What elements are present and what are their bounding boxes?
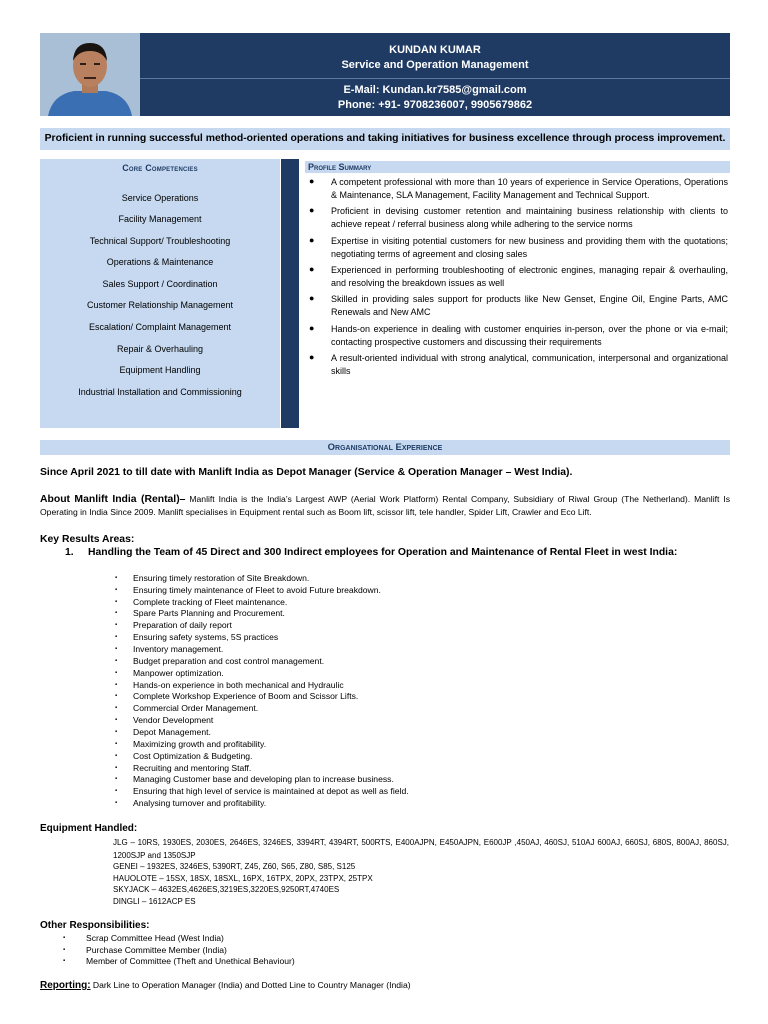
square-bullet-icon: ▪ bbox=[115, 646, 118, 652]
equipment-jlg: JLG – 10RS, 1930ES, 2030ES, 2646ES, 3246ES, 3394RT, 4394RT, 500RTS, E400AJPN, E450AJPN, E600JP ,450AJ, 460SJ, 510AJ 600AJ, 660SJ, 680S, 800AJ, 860SJ, 1200SJP and 1350SJP bbox=[113, 838, 729, 860]
profile-summary-item: A result-oriented individual with strong analytical, communication, interpersonal and organizational skills bbox=[331, 353, 728, 376]
square-bullet-icon: ▪ bbox=[63, 947, 66, 953]
profile-photo bbox=[40, 33, 140, 116]
square-bullet-icon: ▪ bbox=[115, 800, 118, 806]
kra-item: Spare Parts Planning and Procurement. bbox=[133, 608, 285, 618]
kra-title: Key Results Areas: bbox=[40, 534, 135, 545]
profile-summary-item: Expertise in visiting potential customers for new business and providing them with the quotations; negotiating terms of agreement and closing sales bbox=[331, 236, 728, 259]
kra-item: Vendor Development bbox=[133, 715, 214, 725]
square-bullet-icon: ▪ bbox=[63, 935, 66, 941]
phone-line: Phone: +91- 9708236007, 9905679862 bbox=[337, 99, 533, 111]
square-bullet-icon: ▪ bbox=[115, 575, 118, 581]
square-bullet-icon: ▪ bbox=[115, 765, 118, 771]
kra-item: Manpower optimization. bbox=[133, 668, 224, 678]
responsibility-item: Scrap Committee Head (West India) bbox=[86, 933, 224, 943]
kra-item: Ensuring that high level of service is maintained at depot as well as field. bbox=[133, 786, 409, 796]
candidate-role: Service and Operation Management bbox=[341, 59, 529, 71]
equipment-line: HAUOLOTE – 15SX, 18SX, 18SXL, 16PX, 16TPX, 20PX, 23TPX, 25TPX bbox=[113, 874, 373, 883]
bullet-icon: ● bbox=[309, 264, 315, 274]
profile-summary-title: Profile Summary bbox=[308, 162, 372, 172]
competency-item: Service Operations bbox=[121, 193, 199, 203]
other-responsibilities-title: Other Responsibilities: bbox=[40, 920, 150, 931]
current-role-line: Since April 2021 to till date with Manlift India as Depot Manager (Service & Operation Manager – West India). bbox=[40, 467, 573, 478]
square-bullet-icon: ▪ bbox=[115, 741, 118, 747]
equipment-line: DINGLI – 1612ACP ES bbox=[113, 897, 196, 906]
kra-item: Managing Customer base and developing plan to increase business. bbox=[133, 774, 394, 784]
profile-summary-item: A competent professional with more than 10 years of experience in Service Operations, Operations & Maintenance, SLA Management, Facility Management and Technical Support. bbox=[331, 177, 728, 200]
equipment-line: GENEI – 1932ES, 3246ES, 5390RT, Z45, Z60, S65, Z80, S85, S125 bbox=[113, 862, 356, 871]
kra-item: Recruiting and mentoring Staff. bbox=[133, 763, 252, 773]
square-bullet-icon: ▪ bbox=[115, 729, 118, 735]
bullet-icon: ● bbox=[309, 293, 315, 303]
bullet-icon: ● bbox=[309, 235, 315, 245]
profile-summary-item: Experienced in performing troubleshooting of electronic engines, managing repair & overhauling, and resolving the breakdown issues as well bbox=[331, 265, 728, 288]
kra-item: Ensuring safety systems, 5S practices bbox=[133, 632, 279, 642]
competency-item: Facility Management bbox=[118, 214, 202, 224]
reporting-label: Reporting: bbox=[40, 980, 91, 991]
core-competencies-title: Core Competencies bbox=[122, 163, 198, 173]
square-bullet-icon: ▪ bbox=[115, 682, 118, 688]
competency-item: Repair & Overhauling bbox=[116, 344, 204, 354]
kra-item: Ensuring timely maintenance of Fleet to avoid Future breakdown. bbox=[133, 585, 381, 595]
bullet-icon: ● bbox=[309, 352, 315, 362]
square-bullet-icon: ▪ bbox=[115, 610, 118, 616]
square-bullet-icon: ▪ bbox=[115, 599, 118, 605]
square-bullet-icon: ▪ bbox=[115, 705, 118, 711]
kra-item: Depot Management. bbox=[133, 727, 211, 737]
equipment-line: SKYJACK – 4632ES,4626ES,3219ES,3220ES,9250RT,4740ES bbox=[113, 885, 340, 894]
profile-summary-item: Skilled in providing sales support for products like New Genset, Engine Oil, Engine Parts, AMC Renewals and New AMC bbox=[331, 294, 728, 317]
avatar bbox=[40, 33, 140, 116]
square-bullet-icon: ▪ bbox=[115, 622, 118, 628]
square-bullet-icon: ▪ bbox=[115, 693, 118, 699]
competency-item: Operations & Maintenance bbox=[106, 257, 214, 267]
kra-item: Hands-on experience in both mechanical and Hydraulic bbox=[133, 680, 344, 690]
profile-summary-item: Hands-on experience in dealing with customer enquiries in-person, over the phone or via e-mail; contacting prospective customers and discussing their requirements bbox=[331, 324, 728, 347]
column-divider bbox=[281, 159, 299, 428]
kra-number: 1. bbox=[65, 547, 74, 558]
kra-item: Analysing turnover and profitability. bbox=[133, 798, 267, 808]
equipment-title: Equipment Handled: bbox=[40, 823, 138, 834]
square-bullet-icon: ▪ bbox=[115, 658, 118, 664]
kra-item: Inventory management. bbox=[133, 644, 224, 654]
bullet-icon: ● bbox=[309, 176, 315, 186]
profile-summary-item: Proficient in devising customer retention and maintaining business relationship with clients to achieve repeat / referral business along while adhering to the service norms bbox=[331, 206, 728, 229]
company-about-title: About Manlift India (Rental)– bbox=[40, 494, 186, 505]
square-bullet-icon: ▪ bbox=[115, 776, 118, 782]
square-bullet-icon: ▪ bbox=[115, 670, 118, 676]
square-bullet-icon: ▪ bbox=[115, 634, 118, 640]
competency-item: Equipment Handling bbox=[119, 365, 201, 375]
reporting-text: Dark Line to Operation Manager (India) and Dotted Line to Country Manager (India) bbox=[90, 980, 411, 990]
kra-heading: Handling the Team of 45 Direct and 300 Indirect employees for Operation and Maintenance of Rental Fleet in west India: bbox=[88, 547, 678, 558]
bullet-icon: ● bbox=[309, 205, 315, 215]
kra-item: Cost Optimization & Budgeting. bbox=[133, 751, 253, 761]
square-bullet-icon: ▪ bbox=[63, 958, 66, 964]
bullet-icon: ● bbox=[309, 323, 315, 333]
square-bullet-icon: ▪ bbox=[115, 587, 118, 593]
reporting-line bbox=[40, 980, 411, 991]
kra-item: Complete tracking of Fleet maintenance. bbox=[133, 597, 288, 607]
header-divider bbox=[140, 78, 730, 79]
responsibility-item: Purchase Committee Member (India) bbox=[86, 945, 227, 955]
candidate-name: KUNDAN KUMAR bbox=[389, 44, 481, 56]
email-line: E-Mail: Kundan.kr7585@gmail.com bbox=[343, 84, 527, 96]
square-bullet-icon: ▪ bbox=[115, 788, 118, 794]
competency-item: Sales Support / Coordination bbox=[102, 279, 218, 289]
kra-item: Commercial Order Management. bbox=[133, 703, 259, 713]
competency-item: Customer Relationship Management bbox=[86, 300, 234, 310]
responsibility-item: Member of Committee (Theft and Unethical Behaviour) bbox=[86, 956, 295, 966]
company-about bbox=[40, 493, 730, 519]
competency-item: Technical Support/ Troubleshooting bbox=[89, 236, 231, 246]
tagline: Proficient in running successful method-oriented operations and taking initiatives for business excellence through process improvement. bbox=[44, 133, 726, 144]
kra-item: Ensuring timely restoration of Site Breakdown. bbox=[133, 573, 310, 583]
kra-item: Budget preparation and cost control management. bbox=[133, 656, 325, 666]
kra-item: Complete Workshop Experience of Boom and Scissor Lifts. bbox=[133, 691, 359, 701]
square-bullet-icon: ▪ bbox=[115, 753, 118, 759]
experience-title: Organisational Experience bbox=[327, 442, 443, 453]
kra-item: Preparation of daily report bbox=[133, 620, 232, 630]
competency-item: Escalation/ Complaint Management bbox=[88, 322, 232, 332]
kra-item: Maximizing growth and profitability. bbox=[133, 739, 267, 749]
square-bullet-icon: ▪ bbox=[115, 717, 118, 723]
company-about-text: Manlift India is the India’s Largest AWP (Aerial Work Platform) Rental Company, Subsidiary of Riwal Group (The Netherland). Manlift Is Operating in India Since 2009. Manlift specialises in Equipment rental such as Boom lift, scissor lift, tele handler, Spider Lift, Crawler and Eco Lift. bbox=[40, 494, 730, 517]
competency-item: Industrial Installation and Commissioning bbox=[78, 387, 242, 397]
